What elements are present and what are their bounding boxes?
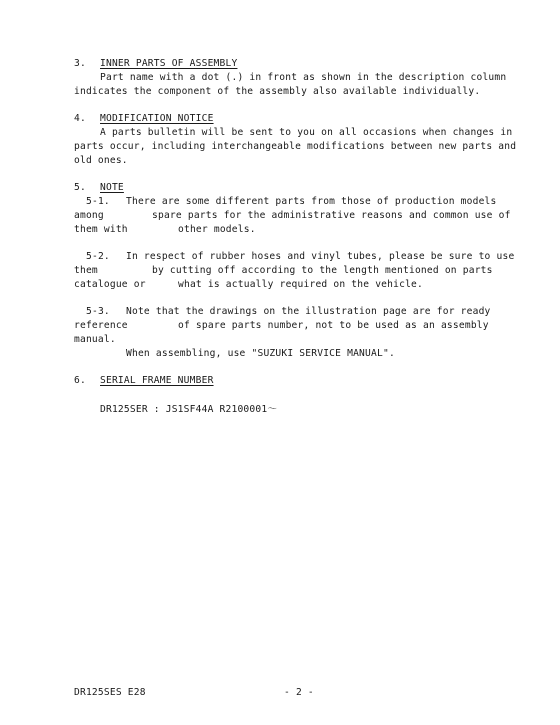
section-heading: NOTE — [100, 182, 124, 193]
note-label: 5-1. — [86, 196, 110, 207]
note-line: by cutting off according to the length mentioned on parts — [152, 265, 493, 276]
note-line: among — [74, 210, 104, 221]
note-line: them with — [74, 224, 128, 235]
section-number: 5. — [74, 182, 86, 193]
note-line: In respect of rubber hoses and vinyl tubes, please be sure to use — [126, 251, 515, 262]
page-number: - 2 - — [284, 687, 314, 698]
note-line: Note that the drawings on the illustration page are for ready — [126, 306, 491, 317]
note-line: other models. — [178, 224, 256, 235]
note-line: spare parts for the administrative reasons and common use of — [152, 210, 511, 221]
paragraph-line: indicates the component of the assembly also available individually. — [74, 86, 481, 97]
section-heading: SERIAL FRAME NUMBER — [100, 375, 214, 386]
paragraph-line: old ones. — [74, 155, 128, 166]
note-label: 5-3. — [86, 306, 110, 317]
section-heading: INNER PARTS OF ASSEMBLY — [100, 58, 238, 69]
note-line: what is actually required on the vehicle. — [178, 279, 424, 290]
note-line: them — [74, 265, 98, 276]
paragraph-line: Part name with a dot (.) in front as shown in the description column — [100, 72, 507, 83]
section-heading: MODIFICATION NOTICE — [100, 113, 214, 124]
note-line: of spare parts number, not to be used as an assembly — [178, 320, 489, 331]
note-line: manual. — [74, 334, 116, 345]
note-line: There are some different parts from those of production models — [126, 196, 497, 207]
section-number: 6. — [74, 375, 86, 386]
note-line: When assembling, use "SUZUKI SERVICE MANUAL". — [126, 348, 395, 359]
paragraph-line: parts occur, including interchangeable modifications between new parts and — [74, 141, 517, 152]
note-label: 5-2. — [86, 251, 110, 262]
serial-frame-number: DR125SER : JS1SF44A R2100001〜 — [100, 404, 278, 415]
document-code: DR125SES E28 — [74, 687, 146, 698]
section-number: 4. — [74, 113, 86, 124]
note-line: catalogue or — [74, 279, 146, 290]
paragraph-line: A parts bulletin will be sent to you on all occasions when changes in — [100, 127, 513, 138]
note-line: reference — [74, 320, 128, 331]
section-number: 3. — [74, 58, 86, 69]
